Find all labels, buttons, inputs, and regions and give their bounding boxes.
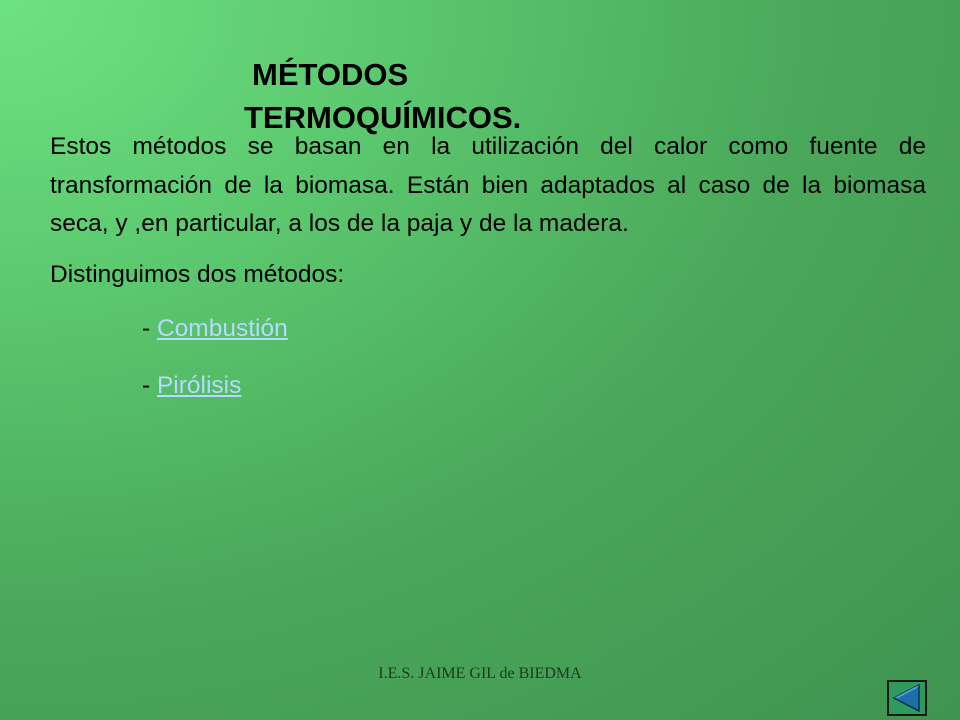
methods-intro: Distinguimos dos métodos: <box>50 260 345 288</box>
intro-paragraph: Estos métodos se basan en la utilización del calor como fuente de transformación de la biomasa. Están bien adaptados al caso de la biomasa seca, y ,en particular, a los de la paja y de la madera. <box>50 133 926 237</box>
back-button[interactable] <box>887 680 927 716</box>
list-bullet: - <box>142 371 157 399</box>
slide-body <box>50 128 926 405</box>
list-bullet: - <box>142 315 157 342</box>
slide-title-line1: MÉTODOS <box>252 57 409 92</box>
methods-list <box>50 310 926 405</box>
footer-text: I.E.S. JAIME GIL de BIEDMA <box>378 665 582 682</box>
list-item <box>50 367 926 406</box>
list-item <box>50 310 926 349</box>
combustion-link[interactable]: Combustión <box>156 315 288 342</box>
triangle-left-icon <box>889 682 925 714</box>
slide-title-line2: TERMOQUÍMICOS. <box>244 100 522 135</box>
pyrolysis-link[interactable]: Pirólisis <box>156 371 242 399</box>
